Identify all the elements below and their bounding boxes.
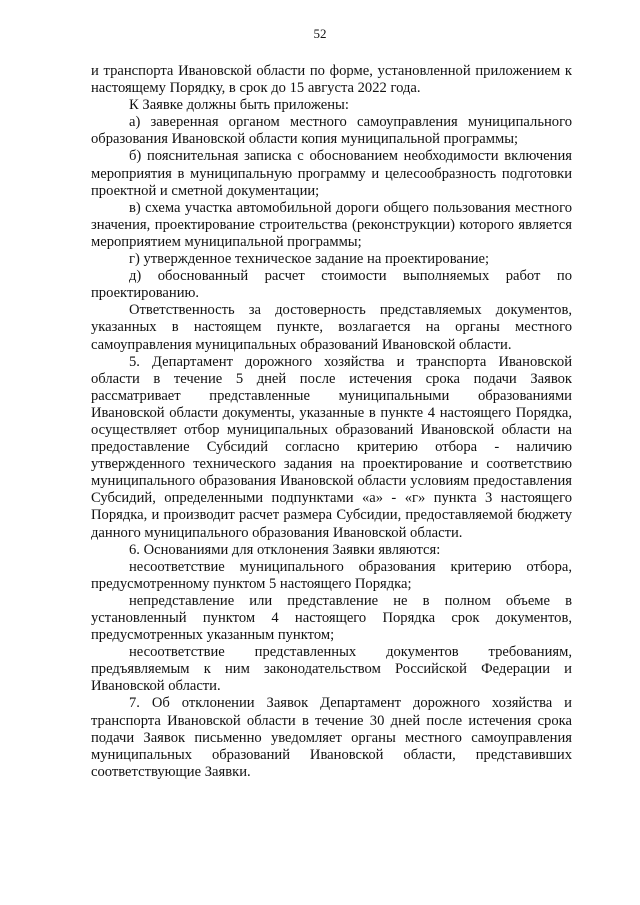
rejection-reason-3: несоответствие представленных документов требованиям, предъявляемым к ним законодательством Российской Федерации и Ивановской области. — [91, 644, 572, 695]
list-item-d: д) обоснованный расчет стоимости выполняемых работ по проектированию. — [91, 268, 572, 302]
paragraph-responsibility: Ответственность за достоверность представляемых документов, указанных в настоящем пункте, возлагается на органы местного самоуправления муниципальных образований Ивановской области. — [91, 302, 572, 353]
list-item-g: г) утвержденное техническое задание на проектирование; — [129, 251, 490, 268]
list-item-b: б) пояснительная записка с обоснованием необходимости включения мероприятия в муниципальную программу и целесообразность подготовки проектной и сметной документации; — [91, 148, 572, 199]
document-body — [91, 63, 572, 781]
paragraph-point-5: 5. Департамент дорожного хозяйства и транспорта Ивановской области в течение 5 дней после истечения срока подачи Заявок рассматривает представленные муниципальными образованиями Ивановской области документы, указанные в пункте 4 настоящего Порядка, осуществляет отбор муниципальных образований Ивановской области на предоставление Субсидий согласно критерию отбора - наличию утвержденного технического задания на проектирование и соответствию муниципального образования Ивановской области условиям предоставления Субсидий, определенными подпунктами «а» - «г» пункта 3 настоящего Порядка, и производит расчет размера Субсидии, предоставляемой бюджету данного муниципального образования Ивановской области. — [91, 353, 572, 541]
paragraph-continuation: и транспорта Ивановской области по форме, установленной приложением к настоящему Порядку, в срок до 15 августа 2022 года. — [91, 63, 572, 97]
paragraph-point-6: 6. Основаниями для отклонения Заявки являются: — [129, 541, 441, 558]
list-item-a: а) заверенная органом местного самоуправления муниципального образования Ивановской области копия муниципальной программы; — [91, 114, 572, 148]
list-item-v: в) схема участка автомобильной дороги общего пользования местного значения, проектирование строительства (реконструкции) которого является мероприятием муниципальной программы; — [91, 199, 572, 250]
rejection-reason-2: непредставление или представление не в полном объеме в установленный пунктом 4 настоящего Порядка срок документов, предусмотренных указанным пунктом; — [91, 592, 572, 644]
paragraph-attachments-intro: К Заявке должны быть приложены: — [129, 97, 349, 114]
page-number: 52 — [313, 26, 327, 41]
paragraph-point-7: 7. Об отклонении Заявок Департамент дорожного хозяйства и транспорта Ивановской области в течение 30 дней после истечения срока подачи Заявок письменно уведомляет органы местного самоуправления муниципальных образований Ивановской области, представивших соответствующие Заявки. — [91, 695, 572, 780]
rejection-reason-1: несоответствие муниципального образования критерию отбора, предусмотренному пунктом 5 настоящего Порядка; — [91, 558, 572, 592]
